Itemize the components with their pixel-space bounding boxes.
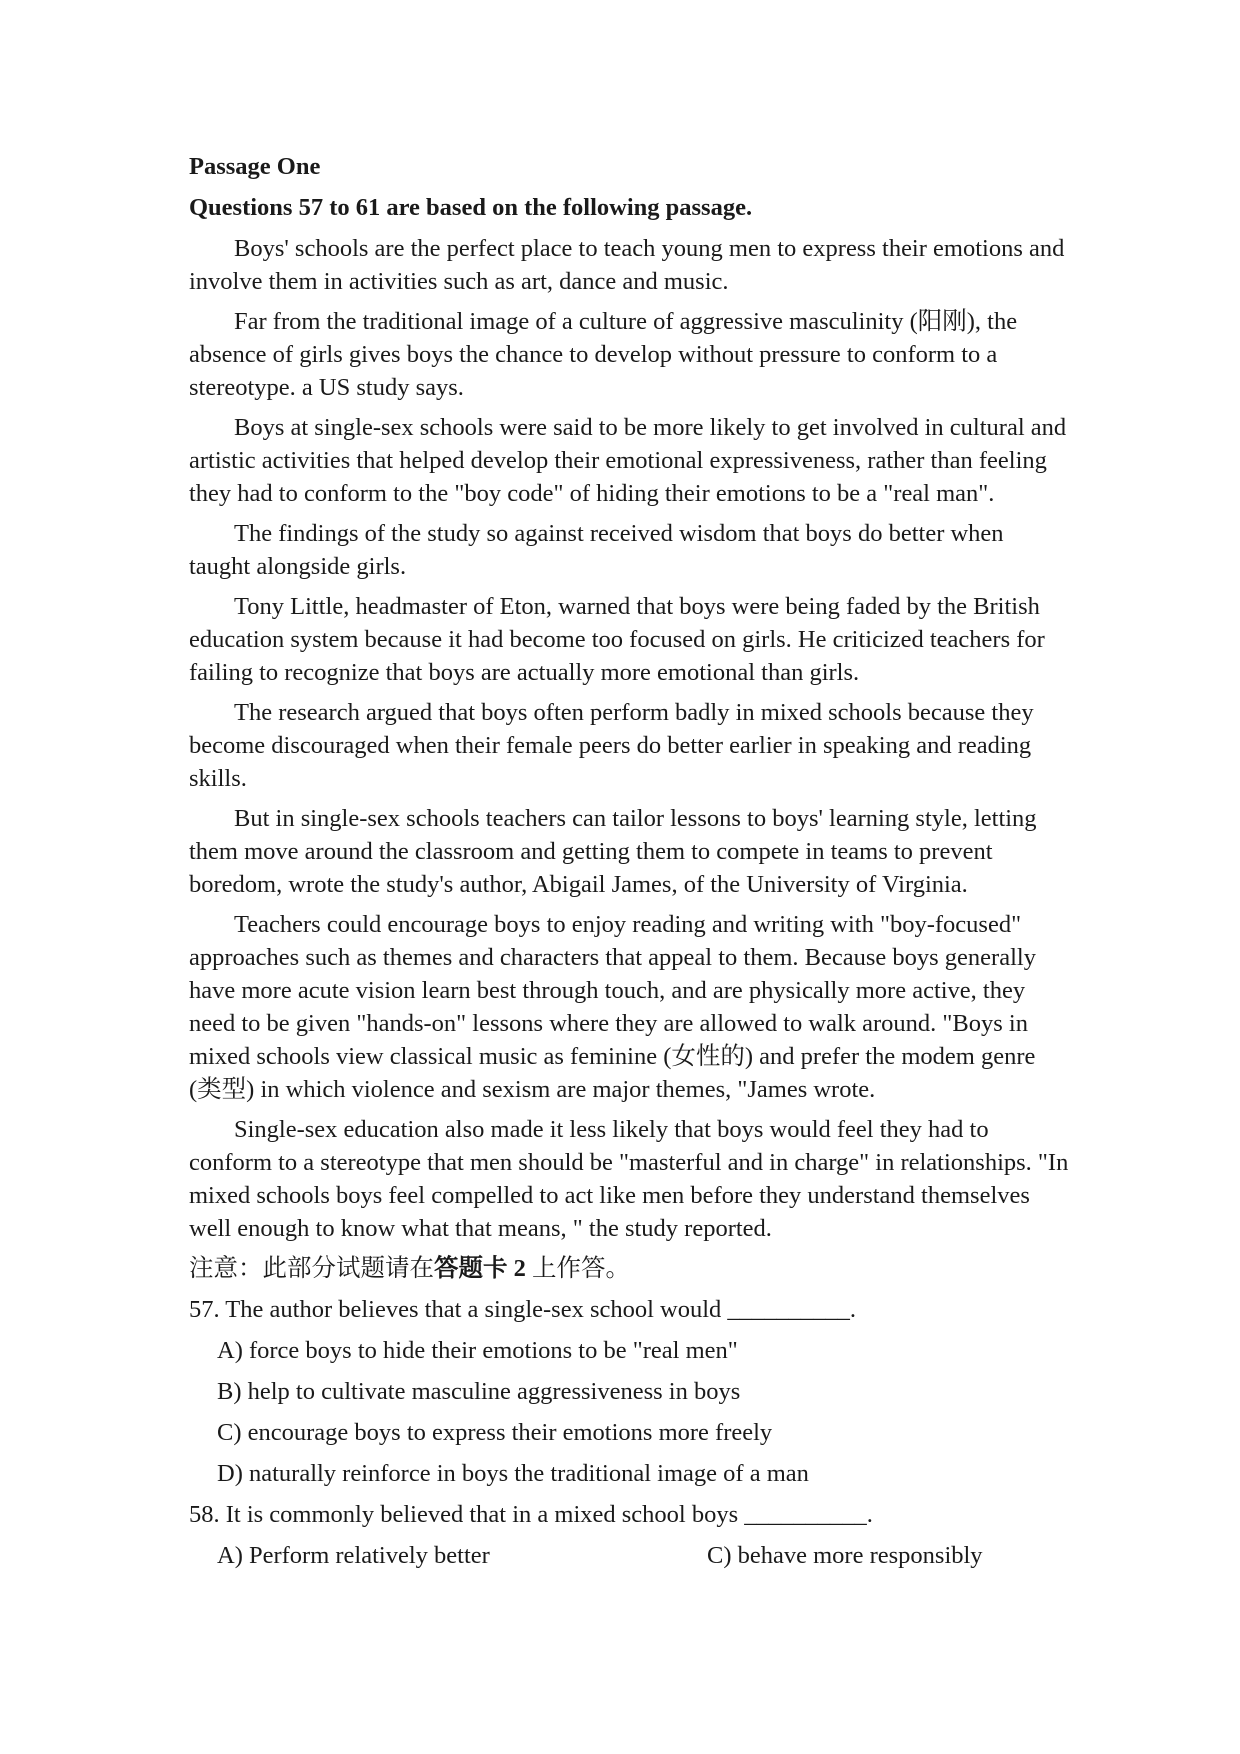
passage-title: Passage One — [189, 153, 321, 180]
question-57-option-b: B) help to cultivate masculine aggressiveness in boys — [217, 1378, 741, 1405]
paragraph-6: The research argued that boys often perform badly in mixed schools because they become discouraged when their female peers do better earlier in speaking and reading skills. — [189, 699, 1034, 792]
note-prefix: 注意：此部分试题请在 — [189, 1255, 434, 1282]
exam-page — [189, 150, 1069, 1580]
answer-sheet-note — [189, 1252, 1069, 1285]
paragraph-2: Far from the traditional image of a culture of aggressive masculinity (阳刚), the absence of girls gives boys the chance to develop without pressure to conform to a stereotype. a US study says. — [189, 308, 1018, 401]
note-suffix: 上作答。 — [525, 1255, 630, 1282]
question-57-stem: 57. The author believes that a single-sex school would __________. — [189, 1296, 857, 1323]
question-57-option-c: C) encourage boys to express their emotions more freely — [217, 1419, 773, 1446]
question-58-option-c: C) behave more responsibly — [707, 1542, 983, 1569]
question-58-option-a: A) Perform relatively better — [217, 1542, 490, 1569]
paragraph-1: Boys' schools are the perfect place to teach young men to express their emotions and involve them in activities such as art, dance and music. — [189, 235, 1065, 295]
question-57-option-a: A) force boys to hide their emotions to be "real men" — [217, 1337, 738, 1364]
note-answer-sheet: 答题卡 2 — [434, 1255, 526, 1282]
paragraph-8: Teachers could encourage boys to enjoy reading and writing with "boy-focused" approaches such as themes and characters that appeal to them. Because boys generally have more acute vision learn best through touch, and are physically more active, they need to be given "hands-on" lessons where they are allowed to walk around. "Boys in mixed schools view classical music as feminine (女性的) and prefer the modem genre (类型) in which violence and sexism are major themes, "James wrote. — [189, 911, 1036, 1103]
paragraph-7: But in single-sex schools teachers can tailor lessons to boys' learning style, letting them move around the classroom and getting them to compete in teams to prevent boredom, wrote the study's author, Abigail James, of the University of Virginia. — [189, 805, 1037, 898]
question-58-options-row — [217, 1539, 1069, 1572]
question-57-option-d: D) naturally reinforce in boys the traditional image of a man — [217, 1460, 809, 1487]
paragraph-3: Boys at single-sex schools were said to be more likely to get involved in cultural and artistic activities that helped develop their emotional expressiveness, rather than feeling they had to conform to the "boy code" of hiding their emotions to be a "real man". — [189, 414, 1067, 507]
paragraph-9: Single-sex education also made it less likely that boys would feel they had to conform to a stereotype that men should be "masterful and in charge" in relationships. "In mixed schools boys feel compelled to act like men before they understand themselves well enough to know what that means, " the study reported. — [189, 1116, 1069, 1242]
paragraph-5: Tony Little, headmaster of Eton, warned that boys were being faded by the British education system because it had become too focused on girls. He criticized teachers for failing to recognize that boys are actually more emotional than girls. — [189, 593, 1045, 686]
questions-heading: Questions 57 to 61 are based on the following passage. — [189, 194, 753, 221]
paragraph-4: The findings of the study so against received wisdom that boys do better when taught alongside girls. — [189, 520, 1004, 580]
question-58-stem: 58. It is commonly believed that in a mixed school boys __________. — [189, 1501, 873, 1528]
